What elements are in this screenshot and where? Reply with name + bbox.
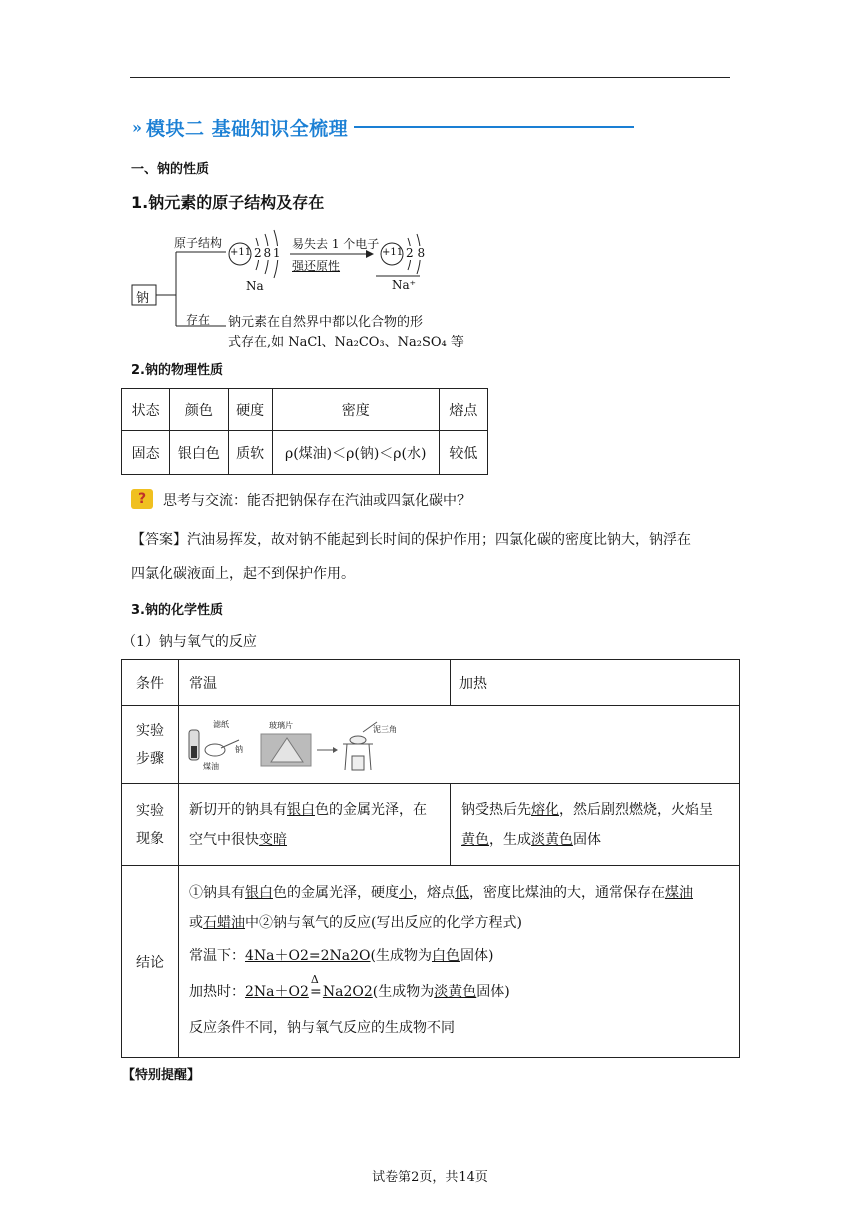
- table-cell: 质软: [228, 431, 272, 475]
- answer-blank: 小: [399, 884, 413, 901]
- conclusion-line-1: [189, 878, 729, 908]
- banner-line: [354, 126, 634, 128]
- answer-blank: 石蜡油: [203, 914, 245, 931]
- text-run: ，熔点: [413, 884, 455, 901]
- answer-blank: 2Na＋O2: [245, 983, 309, 1000]
- special-reminder: 【特别提醒】: [122, 1068, 201, 1083]
- na-label: Na: [246, 279, 264, 293]
- steps-label-1: 实验: [136, 722, 164, 739]
- answer-blank: 4Na＋O2=2Na2O: [245, 947, 371, 964]
- answer-blank: 煤油: [665, 884, 693, 901]
- header-cell: 颜色: [170, 389, 228, 431]
- na-nucleus: +11: [230, 247, 252, 258]
- subsection-heading-2: 2.钠的物理性质: [131, 363, 223, 378]
- subsection-heading-1: 1.钠元素的原子结构及存在: [131, 193, 325, 212]
- answer-blank: 白色: [431, 947, 460, 964]
- table-cell: 银白色: [170, 431, 228, 475]
- heat-equals-sign: Δ =: [309, 974, 323, 1010]
- conclusion-label: 结论: [122, 866, 179, 1058]
- think-icon: ?: [131, 489, 153, 509]
- root-label: 钠: [136, 291, 150, 306]
- conclusion-cell: [179, 866, 740, 1058]
- text-run: 中②钠与氧气的反应(写出反应的化学方程式): [245, 914, 522, 931]
- answer-text-1: 汽油易挥发，故对钠不能起到长时间的保护作用；四氯化碳的密度比钠大，钠浮在: [187, 532, 691, 548]
- branch-exist-label: 存在: [186, 313, 211, 327]
- conclusion-line-4: [189, 974, 729, 1010]
- header-cell: 密度: [272, 389, 439, 431]
- text-run: 色的金属光泽，在: [315, 801, 427, 818]
- clay-triangle-label: 泥三角: [373, 724, 397, 734]
- condition-label: 条件: [122, 660, 179, 706]
- answer-blank: 黄色: [461, 831, 489, 848]
- answer-para-1: [131, 525, 731, 555]
- top-rule: [130, 77, 730, 78]
- table-cell: 较低: [439, 431, 487, 475]
- physical-properties-table: [121, 388, 488, 475]
- module-banner: [132, 112, 634, 142]
- section-heading: 一、钠的性质: [131, 162, 210, 177]
- text-run: ，生成: [489, 831, 531, 848]
- page-footer: 试卷第2页，共14页: [372, 1170, 488, 1185]
- answer-label: 【答案】: [131, 532, 187, 548]
- answer-blank: 银白: [245, 884, 273, 901]
- text-run: 色的金属光泽，硬度: [273, 884, 399, 901]
- double-chevron-icon: »: [132, 117, 142, 137]
- filter-paper-label: 滤纸: [213, 719, 229, 729]
- table-row: [122, 784, 740, 866]
- experiment-steps-image: [187, 716, 397, 774]
- ion-label: Na⁺: [392, 278, 416, 292]
- text-run: (生成物为: [372, 983, 435, 1000]
- answer-blank: 变暗: [259, 831, 287, 848]
- kerosene-label: 煤油: [203, 761, 219, 771]
- sodium-label: 钠: [235, 744, 243, 754]
- steps-image-cell: [179, 706, 740, 784]
- answer-blank: 低: [455, 884, 469, 901]
- phenomenon-label-2: 现象: [136, 830, 164, 847]
- text-run: 空气中很快: [189, 831, 259, 848]
- exist-line-1: 钠元素在自然界中都以化合物的形: [228, 315, 424, 330]
- phenomenon-label-1: 实验: [136, 802, 164, 819]
- text-run: 钠受热后先: [461, 801, 531, 818]
- phenomenon-label: [122, 784, 179, 866]
- conclusion-line-3: [189, 938, 729, 974]
- condition-normal: 常温: [179, 660, 451, 706]
- text-run: ，然后剧烈燃烧，火焰呈: [559, 801, 713, 818]
- header-cell: 状态: [122, 389, 170, 431]
- ion-shells: 2 8: [406, 246, 426, 260]
- text-run: 新切开的钠具有: [189, 801, 287, 818]
- text-run: (生成物为: [370, 947, 432, 964]
- phenomenon-heat: [451, 784, 740, 866]
- table-header-row: [122, 389, 488, 431]
- phenomenon-normal: [179, 784, 451, 866]
- atom-structure-diagram: [130, 224, 464, 350]
- answer-blank: Na2O2: [322, 983, 373, 1000]
- text-run: ，密度比煤油的大，通常保存在: [469, 884, 665, 901]
- table-cell: 固态: [122, 431, 170, 475]
- think-question: 思考与交流：能否把钠保存在汽油或四氯化碳中？: [163, 493, 471, 509]
- table-row: [122, 706, 740, 784]
- table-row: [122, 866, 740, 1058]
- branch-structure-label: 原子结构: [174, 236, 223, 250]
- subsection-heading-3-1: （1）钠与氧气的反应: [122, 634, 257, 650]
- condition-heat: 加热: [451, 660, 740, 706]
- steps-label-2: 步骤: [136, 750, 164, 767]
- header-cell: 硬度: [228, 389, 272, 431]
- text-run: 固体): [459, 947, 494, 964]
- text-run: 加热时：: [189, 983, 245, 1000]
- arrow-top-label: 易失去 1 个电子: [292, 237, 380, 251]
- arrow-bottom-label: 强还原性: [292, 259, 341, 273]
- answer-blank: 淡黄色: [434, 983, 477, 1000]
- text-run: 固体): [476, 983, 510, 1000]
- text-run: 常温下：: [189, 947, 245, 964]
- answer-text-2: 四氯化碳液面上，起不到保护作用。: [131, 566, 355, 582]
- exist-line-2: 式存在,如 NaCl、Na₂CO₃、Na₂SO₄ 等: [228, 335, 464, 350]
- answer-blank: 银白: [287, 801, 315, 818]
- text-run: 固体: [573, 831, 601, 848]
- oxygen-reaction-table: [121, 659, 740, 1058]
- header-cell: 熔点: [439, 389, 487, 431]
- subsection-heading-3: 3.钠的化学性质: [131, 603, 223, 618]
- answer-blank: 熔化: [531, 801, 559, 818]
- table-row: [122, 660, 740, 706]
- delta-symbol: Δ: [310, 972, 319, 986]
- table-row: [122, 431, 488, 475]
- conclusion-line-2: [189, 908, 729, 938]
- conclusion-line-5: 反应条件不同，钠与氧气反应的生成物不同: [189, 1019, 455, 1036]
- na-shells: 2 8 1: [254, 246, 280, 260]
- steps-label: [122, 706, 179, 784]
- table-cell: ρ(煤油)＜ρ(钠)＜ρ(水): [272, 431, 439, 475]
- text-run: ①钠具有: [189, 884, 245, 901]
- glass-label: 玻璃片: [269, 720, 293, 730]
- text-run: 或: [189, 914, 203, 931]
- answer-blank: 淡黄色: [531, 831, 573, 848]
- banner-title: 模块二 基础知识全梳理: [146, 117, 349, 140]
- ion-nucleus: +11: [382, 247, 404, 258]
